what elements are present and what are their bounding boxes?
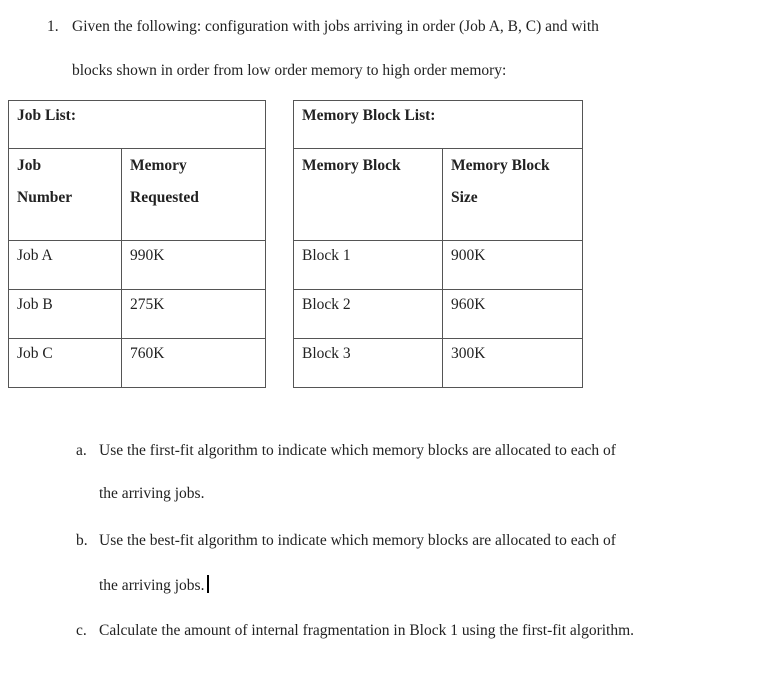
table-row <box>9 339 266 388</box>
memory-block-list-title: Memory Block List: <box>294 101 583 149</box>
part-c-letter: c. <box>76 622 87 639</box>
header-memory-requested: Memory Requested <box>122 149 266 241</box>
memory-block-table <box>293 100 583 388</box>
memory-cell: 760K <box>122 339 266 388</box>
table-row <box>9 241 266 290</box>
question-line-1: Given the following: configuration with jobs arriving in order (Job A, B, C) and with <box>72 18 599 35</box>
job-list-table <box>8 100 266 388</box>
job-cell: Job A <box>9 241 122 290</box>
part-c-line-1: Calculate the amount of internal fragmentation in Block 1 using the first-fit algorithm. <box>99 622 635 639</box>
table-row <box>9 290 266 339</box>
size-cell: 960K <box>443 290 583 339</box>
part-b-line-1: Use the best-fit algorithm to indicate which memory blocks are allocated to each of <box>99 532 616 549</box>
memory-cell: 990K <box>122 241 266 290</box>
part-a-line-2: the arriving jobs. <box>99 485 205 502</box>
size-cell: 300K <box>443 339 583 388</box>
question-line-2: blocks shown in order from low order memory to high order memory: <box>72 62 507 79</box>
table-row <box>294 339 583 388</box>
job-cell: Job B <box>9 290 122 339</box>
job-cell: Job C <box>9 339 122 388</box>
memory-cell: 275K <box>122 290 266 339</box>
header-memory-block: Memory Block <box>294 149 443 241</box>
part-b-line-2-wrap <box>99 575 209 595</box>
part-b-letter: b. <box>76 532 88 549</box>
header-memory-block-size: Memory Block Size <box>443 149 583 241</box>
header-job-number: Job Number <box>9 149 122 241</box>
block-cell: Block 3 <box>294 339 443 388</box>
block-cell: Block 2 <box>294 290 443 339</box>
part-a-letter: a. <box>76 442 87 459</box>
table-row <box>294 241 583 290</box>
part-a-line-1: Use the first-fit algorithm to indicate which memory blocks are allocated to each of <box>99 442 616 459</box>
job-list-title: Job List: <box>9 101 266 149</box>
size-cell: 900K <box>443 241 583 290</box>
table-row <box>294 290 583 339</box>
question-number: 1. <box>47 18 59 35</box>
part-b-line-2: the arriving jobs. <box>99 577 205 594</box>
block-cell: Block 1 <box>294 241 443 290</box>
text-cursor <box>207 575 209 593</box>
